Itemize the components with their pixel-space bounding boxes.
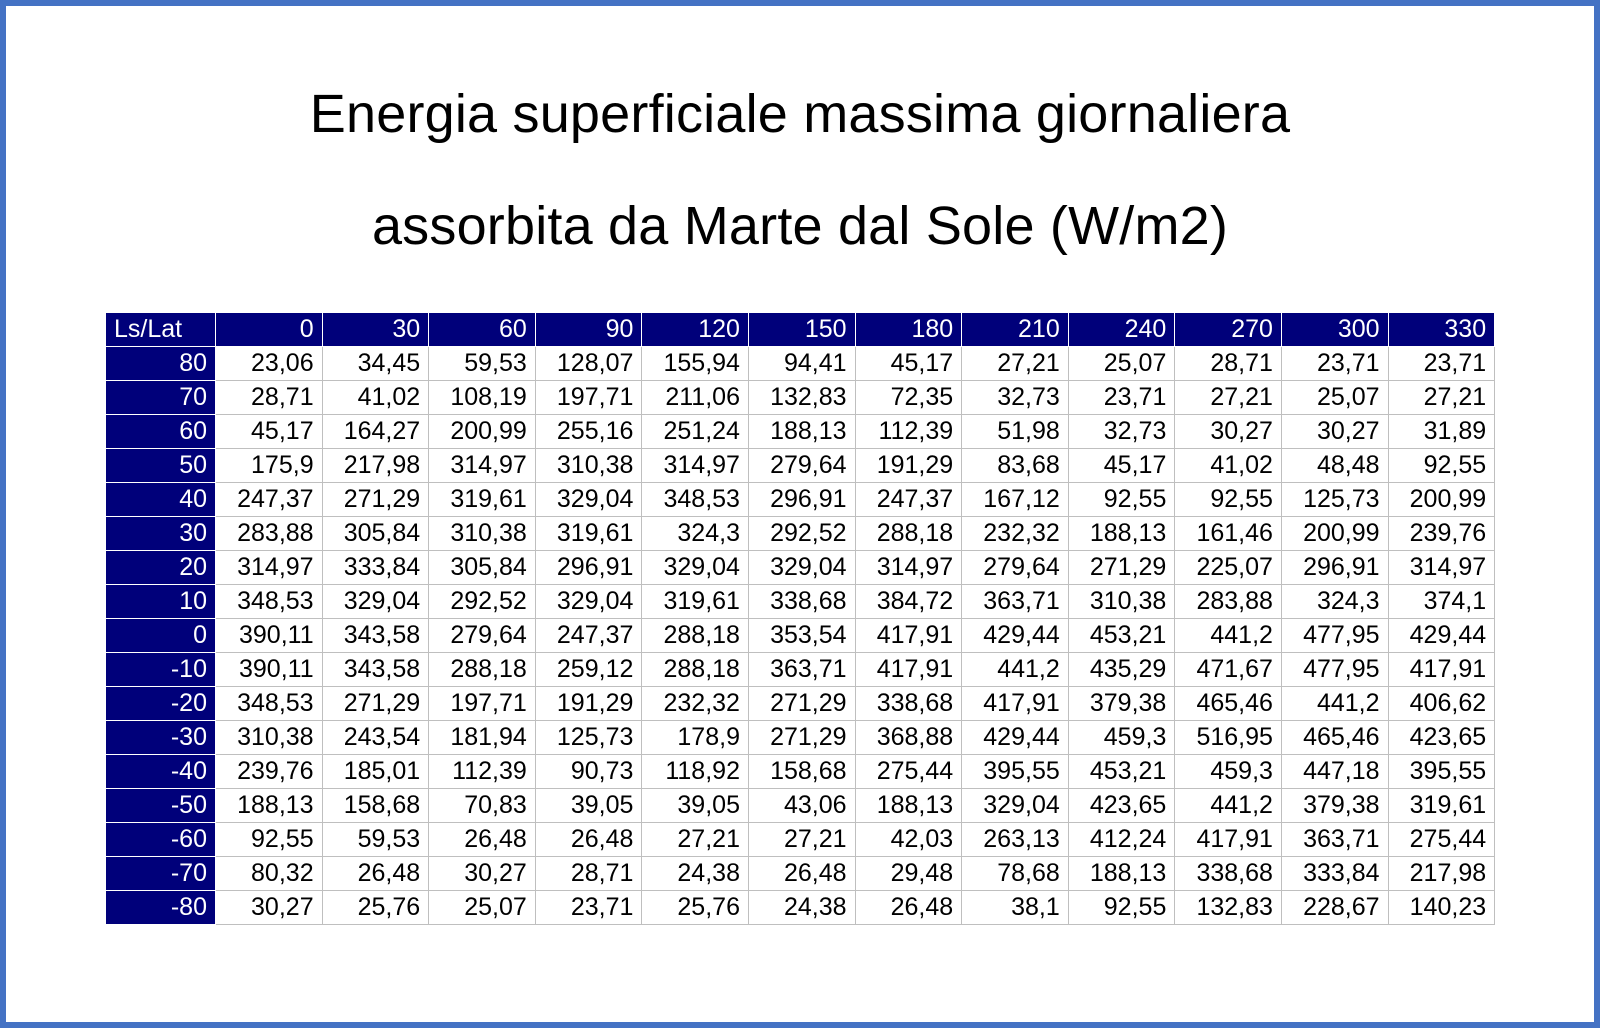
table-cell: 45,17 bbox=[855, 347, 962, 381]
table-cell: 27,21 bbox=[642, 823, 749, 857]
table-row bbox=[106, 585, 1495, 619]
row-header: -10 bbox=[106, 653, 216, 687]
title-line-1: Energia superficiale massima giornaliera bbox=[309, 84, 1291, 144]
row-header: -40 bbox=[106, 755, 216, 789]
table-cell: 453,21 bbox=[1068, 619, 1175, 653]
table-row bbox=[106, 415, 1495, 449]
table-cell: 275,44 bbox=[1388, 823, 1495, 857]
table-header-row bbox=[106, 313, 1495, 347]
table-cell: 30,27 bbox=[1175, 415, 1282, 449]
table-cell: 279,64 bbox=[748, 449, 855, 483]
table-cell: 26,48 bbox=[429, 823, 536, 857]
row-header: -70 bbox=[106, 857, 216, 891]
table-header bbox=[106, 313, 1495, 347]
table-cell: 423,65 bbox=[1068, 789, 1175, 823]
table-cell: 516,95 bbox=[1175, 721, 1282, 755]
table-cell: 384,72 bbox=[855, 585, 962, 619]
table-cell: 191,29 bbox=[855, 449, 962, 483]
table-cell: 23,71 bbox=[1388, 347, 1495, 381]
table-cell: 72,35 bbox=[855, 381, 962, 415]
table-cell: 30,27 bbox=[1281, 415, 1388, 449]
table-cell: 43,06 bbox=[748, 789, 855, 823]
row-header: 70 bbox=[106, 381, 216, 415]
table-cell: 188,13 bbox=[855, 789, 962, 823]
table-cell: 200,99 bbox=[429, 415, 536, 449]
table-cell: 200,99 bbox=[1388, 483, 1495, 517]
table-cell: 27,21 bbox=[748, 823, 855, 857]
table-cell: 239,76 bbox=[216, 755, 323, 789]
table-cell: 28,71 bbox=[535, 857, 642, 891]
table-cell: 348,53 bbox=[216, 687, 323, 721]
table-cell: 188,13 bbox=[1068, 857, 1175, 891]
table-cell: 417,91 bbox=[855, 653, 962, 687]
table-cell: 368,88 bbox=[855, 721, 962, 755]
table-cell: 197,71 bbox=[535, 381, 642, 415]
table-cell: 90,73 bbox=[535, 755, 642, 789]
column-header: 240 bbox=[1068, 313, 1175, 347]
energy-table bbox=[105, 312, 1495, 925]
table-cell: 429,44 bbox=[962, 721, 1069, 755]
table-cell: 296,91 bbox=[535, 551, 642, 585]
table-cell: 441,2 bbox=[1175, 789, 1282, 823]
table-cell: 188,13 bbox=[748, 415, 855, 449]
table-cell: 92,55 bbox=[1388, 449, 1495, 483]
table-cell: 271,29 bbox=[322, 483, 429, 517]
table-cell: 78,68 bbox=[962, 857, 1069, 891]
table-cell: 447,18 bbox=[1281, 755, 1388, 789]
table-cell: 80,32 bbox=[216, 857, 323, 891]
table-cell: 28,71 bbox=[216, 381, 323, 415]
table-cell: 125,73 bbox=[1281, 483, 1388, 517]
table-cell: 23,71 bbox=[1068, 381, 1175, 415]
row-header: -80 bbox=[106, 891, 216, 925]
row-header: 10 bbox=[106, 585, 216, 619]
table-row bbox=[106, 551, 1495, 585]
table-cell: 42,03 bbox=[855, 823, 962, 857]
table-cell: 477,95 bbox=[1281, 619, 1388, 653]
table-cell: 310,38 bbox=[429, 517, 536, 551]
table-cell: 132,83 bbox=[748, 381, 855, 415]
table-cell: 140,23 bbox=[1388, 891, 1495, 925]
table-cell: 217,98 bbox=[322, 449, 429, 483]
table-cell: 178,9 bbox=[642, 721, 749, 755]
table-cell: 319,61 bbox=[535, 517, 642, 551]
table-cell: 41,02 bbox=[1175, 449, 1282, 483]
table-cell: 27,21 bbox=[1388, 381, 1495, 415]
row-header: 50 bbox=[106, 449, 216, 483]
table-cell: 329,04 bbox=[962, 789, 1069, 823]
page-title bbox=[6, 58, 1594, 282]
table-cell: 429,44 bbox=[962, 619, 1069, 653]
table-cell: 417,91 bbox=[962, 687, 1069, 721]
table-cell: 296,91 bbox=[1281, 551, 1388, 585]
table-cell: 429,44 bbox=[1388, 619, 1495, 653]
table-cell: 25,07 bbox=[429, 891, 536, 925]
table-cell: 243,54 bbox=[322, 721, 429, 755]
table-cell: 348,53 bbox=[216, 585, 323, 619]
table-cell: 283,88 bbox=[1175, 585, 1282, 619]
table-cell: 453,21 bbox=[1068, 755, 1175, 789]
table-cell: 343,58 bbox=[322, 653, 429, 687]
table-cell: 271,29 bbox=[748, 687, 855, 721]
table-cell: 232,32 bbox=[962, 517, 1069, 551]
table-cell: 329,04 bbox=[642, 551, 749, 585]
table-cell: 23,71 bbox=[535, 891, 642, 925]
table-cell: 25,76 bbox=[322, 891, 429, 925]
table-cell: 279,64 bbox=[962, 551, 1069, 585]
table-row bbox=[106, 687, 1495, 721]
table-cell: 255,16 bbox=[535, 415, 642, 449]
table-cell: 23,06 bbox=[216, 347, 323, 381]
table-cell: 305,84 bbox=[322, 517, 429, 551]
table-cell: 333,84 bbox=[322, 551, 429, 585]
table-cell: 92,55 bbox=[1068, 891, 1175, 925]
table-cell: 38,1 bbox=[962, 891, 1069, 925]
table-cell: 292,52 bbox=[748, 517, 855, 551]
table-cell: 305,84 bbox=[429, 551, 536, 585]
title-line-2: assorbita da Marte dal Sole (W/m2) bbox=[371, 196, 1229, 256]
table-cell: 406,62 bbox=[1388, 687, 1495, 721]
table-cell: 310,38 bbox=[216, 721, 323, 755]
table-cell: 25,07 bbox=[1068, 347, 1175, 381]
table-cell: 441,2 bbox=[1281, 687, 1388, 721]
table-cell: 185,01 bbox=[322, 755, 429, 789]
table-cell: 435,29 bbox=[1068, 653, 1175, 687]
table-cell: 25,07 bbox=[1281, 381, 1388, 415]
table-cell: 338,68 bbox=[748, 585, 855, 619]
column-header: 60 bbox=[429, 313, 536, 347]
table-cell: 48,48 bbox=[1281, 449, 1388, 483]
table-cell: 374,1 bbox=[1388, 585, 1495, 619]
table-cell: 441,2 bbox=[962, 653, 1069, 687]
table-cell: 363,71 bbox=[1281, 823, 1388, 857]
table-cell: 24,38 bbox=[642, 857, 749, 891]
table-cell: 395,55 bbox=[1388, 755, 1495, 789]
table-cell: 217,98 bbox=[1388, 857, 1495, 891]
row-header: -30 bbox=[106, 721, 216, 755]
table-cell: 283,88 bbox=[216, 517, 323, 551]
table-cell: 155,94 bbox=[642, 347, 749, 381]
table-cell: 30,27 bbox=[216, 891, 323, 925]
column-header: 0 bbox=[216, 313, 323, 347]
table-cell: 338,68 bbox=[1175, 857, 1282, 891]
table-cell: 92,55 bbox=[216, 823, 323, 857]
row-header: -60 bbox=[106, 823, 216, 857]
table-cell: 259,12 bbox=[535, 653, 642, 687]
table-cell: 288,18 bbox=[855, 517, 962, 551]
table-cell: 288,18 bbox=[642, 653, 749, 687]
table-cell: 319,61 bbox=[429, 483, 536, 517]
table-cell: 200,99 bbox=[1281, 517, 1388, 551]
table-cell: 390,11 bbox=[216, 653, 323, 687]
table-cell: 161,46 bbox=[1175, 517, 1282, 551]
table-cell: 329,04 bbox=[535, 585, 642, 619]
table-cell: 417,91 bbox=[1388, 653, 1495, 687]
column-header: 30 bbox=[322, 313, 429, 347]
table-row bbox=[106, 347, 1495, 381]
table-cell: 39,05 bbox=[535, 789, 642, 823]
table-cell: 27,21 bbox=[1175, 381, 1282, 415]
table-cell: 353,54 bbox=[748, 619, 855, 653]
row-header: 20 bbox=[106, 551, 216, 585]
table-cell: 70,83 bbox=[429, 789, 536, 823]
table-body bbox=[106, 347, 1495, 925]
column-header: 330 bbox=[1388, 313, 1495, 347]
table-cell: 211,06 bbox=[642, 381, 749, 415]
row-header: 60 bbox=[106, 415, 216, 449]
table-cell: 247,37 bbox=[855, 483, 962, 517]
table-cell: 459,3 bbox=[1068, 721, 1175, 755]
table-cell: 228,67 bbox=[1281, 891, 1388, 925]
table-cell: 263,13 bbox=[962, 823, 1069, 857]
table-cell: 94,41 bbox=[748, 347, 855, 381]
table-cell: 31,89 bbox=[1388, 415, 1495, 449]
table-cell: 118,92 bbox=[642, 755, 749, 789]
table-cell: 279,64 bbox=[429, 619, 536, 653]
table-cell: 28,71 bbox=[1175, 347, 1282, 381]
table-cell: 26,48 bbox=[748, 857, 855, 891]
table-cell: 188,13 bbox=[216, 789, 323, 823]
table-cell: 319,61 bbox=[642, 585, 749, 619]
table-row bbox=[106, 823, 1495, 857]
table-cell: 296,91 bbox=[748, 483, 855, 517]
table-row bbox=[106, 483, 1495, 517]
column-header: 180 bbox=[855, 313, 962, 347]
table-row bbox=[106, 517, 1495, 551]
table-cell: 247,37 bbox=[216, 483, 323, 517]
table-corner-label: Ls/Lat bbox=[106, 313, 216, 347]
row-header: 40 bbox=[106, 483, 216, 517]
table-cell: 27,21 bbox=[962, 347, 1069, 381]
table-cell: 24,38 bbox=[748, 891, 855, 925]
table-row bbox=[106, 619, 1495, 653]
column-header: 120 bbox=[642, 313, 749, 347]
table-cell: 112,39 bbox=[855, 415, 962, 449]
column-header: 150 bbox=[748, 313, 855, 347]
table-cell: 30,27 bbox=[429, 857, 536, 891]
table-cell: 292,52 bbox=[429, 585, 536, 619]
table-cell: 271,29 bbox=[748, 721, 855, 755]
table-cell: 477,95 bbox=[1281, 653, 1388, 687]
table-cell: 197,71 bbox=[429, 687, 536, 721]
table-row bbox=[106, 653, 1495, 687]
table-cell: 314,97 bbox=[1388, 551, 1495, 585]
table-cell: 310,38 bbox=[1068, 585, 1175, 619]
table-cell: 125,73 bbox=[535, 721, 642, 755]
table-cell: 45,17 bbox=[216, 415, 323, 449]
table-cell: 338,68 bbox=[855, 687, 962, 721]
table-cell: 363,71 bbox=[748, 653, 855, 687]
table-row bbox=[106, 381, 1495, 415]
table-cell: 417,91 bbox=[855, 619, 962, 653]
table-cell: 232,32 bbox=[642, 687, 749, 721]
table-cell: 319,61 bbox=[1388, 789, 1495, 823]
table-cell: 275,44 bbox=[855, 755, 962, 789]
table-cell: 412,24 bbox=[1068, 823, 1175, 857]
table-cell: 417,91 bbox=[1175, 823, 1282, 857]
table-row bbox=[106, 789, 1495, 823]
table-row bbox=[106, 891, 1495, 925]
table-cell: 333,84 bbox=[1281, 857, 1388, 891]
table-cell: 108,19 bbox=[429, 381, 536, 415]
table-cell: 167,12 bbox=[962, 483, 1069, 517]
table-cell: 343,58 bbox=[322, 619, 429, 653]
table-cell: 314,97 bbox=[642, 449, 749, 483]
table-row bbox=[106, 755, 1495, 789]
table-cell: 188,13 bbox=[1068, 517, 1175, 551]
table-cell: 164,27 bbox=[322, 415, 429, 449]
table-cell: 41,02 bbox=[322, 381, 429, 415]
table-cell: 26,48 bbox=[855, 891, 962, 925]
row-header: -20 bbox=[106, 687, 216, 721]
table-cell: 314,97 bbox=[429, 449, 536, 483]
table-cell: 329,04 bbox=[535, 483, 642, 517]
table-cell: 271,29 bbox=[322, 687, 429, 721]
table-cell: 288,18 bbox=[642, 619, 749, 653]
table-cell: 465,46 bbox=[1281, 721, 1388, 755]
table-cell: 251,24 bbox=[642, 415, 749, 449]
table-cell: 23,71 bbox=[1281, 347, 1388, 381]
column-header: 300 bbox=[1281, 313, 1388, 347]
table-row bbox=[106, 721, 1495, 755]
table-cell: 175,9 bbox=[216, 449, 323, 483]
column-header: 90 bbox=[535, 313, 642, 347]
table-cell: 329,04 bbox=[322, 585, 429, 619]
table-cell: 465,46 bbox=[1175, 687, 1282, 721]
column-header: 210 bbox=[962, 313, 1069, 347]
row-header: -50 bbox=[106, 789, 216, 823]
row-header: 0 bbox=[106, 619, 216, 653]
table-cell: 324,3 bbox=[1281, 585, 1388, 619]
table-cell: 34,45 bbox=[322, 347, 429, 381]
table-cell: 112,39 bbox=[429, 755, 536, 789]
table-row bbox=[106, 857, 1495, 891]
table-cell: 314,97 bbox=[855, 551, 962, 585]
table-cell: 59,53 bbox=[322, 823, 429, 857]
table-cell: 271,29 bbox=[1068, 551, 1175, 585]
table-cell: 239,76 bbox=[1388, 517, 1495, 551]
table-cell: 314,97 bbox=[216, 551, 323, 585]
table-cell: 423,65 bbox=[1388, 721, 1495, 755]
table-cell: 158,68 bbox=[748, 755, 855, 789]
table-cell: 310,38 bbox=[535, 449, 642, 483]
table-cell: 363,71 bbox=[962, 585, 1069, 619]
table-cell: 379,38 bbox=[1281, 789, 1388, 823]
table-cell: 225,07 bbox=[1175, 551, 1282, 585]
table-row bbox=[106, 449, 1495, 483]
table-cell: 191,29 bbox=[535, 687, 642, 721]
table-cell: 92,55 bbox=[1175, 483, 1282, 517]
data-table-container bbox=[105, 312, 1495, 925]
table-cell: 132,83 bbox=[1175, 891, 1282, 925]
table-cell: 181,94 bbox=[429, 721, 536, 755]
table-cell: 25,76 bbox=[642, 891, 749, 925]
table-cell: 329,04 bbox=[748, 551, 855, 585]
table-cell: 158,68 bbox=[322, 789, 429, 823]
table-cell: 324,3 bbox=[642, 517, 749, 551]
table-cell: 288,18 bbox=[429, 653, 536, 687]
table-cell: 83,68 bbox=[962, 449, 1069, 483]
table-cell: 29,48 bbox=[855, 857, 962, 891]
table-cell: 395,55 bbox=[962, 755, 1069, 789]
table-cell: 26,48 bbox=[322, 857, 429, 891]
table-cell: 471,67 bbox=[1175, 653, 1282, 687]
table-cell: 32,73 bbox=[1068, 415, 1175, 449]
table-cell: 92,55 bbox=[1068, 483, 1175, 517]
row-header: 30 bbox=[106, 517, 216, 551]
table-cell: 26,48 bbox=[535, 823, 642, 857]
table-cell: 128,07 bbox=[535, 347, 642, 381]
table-cell: 441,2 bbox=[1175, 619, 1282, 653]
table-cell: 379,38 bbox=[1068, 687, 1175, 721]
table-cell: 59,53 bbox=[429, 347, 536, 381]
row-header: 80 bbox=[106, 347, 216, 381]
table-cell: 247,37 bbox=[535, 619, 642, 653]
column-header: 270 bbox=[1175, 313, 1282, 347]
table-cell: 45,17 bbox=[1068, 449, 1175, 483]
table-cell: 32,73 bbox=[962, 381, 1069, 415]
table-cell: 39,05 bbox=[642, 789, 749, 823]
table-cell: 51,98 bbox=[962, 415, 1069, 449]
table-cell: 390,11 bbox=[216, 619, 323, 653]
table-cell: 459,3 bbox=[1175, 755, 1282, 789]
table-cell: 348,53 bbox=[642, 483, 749, 517]
